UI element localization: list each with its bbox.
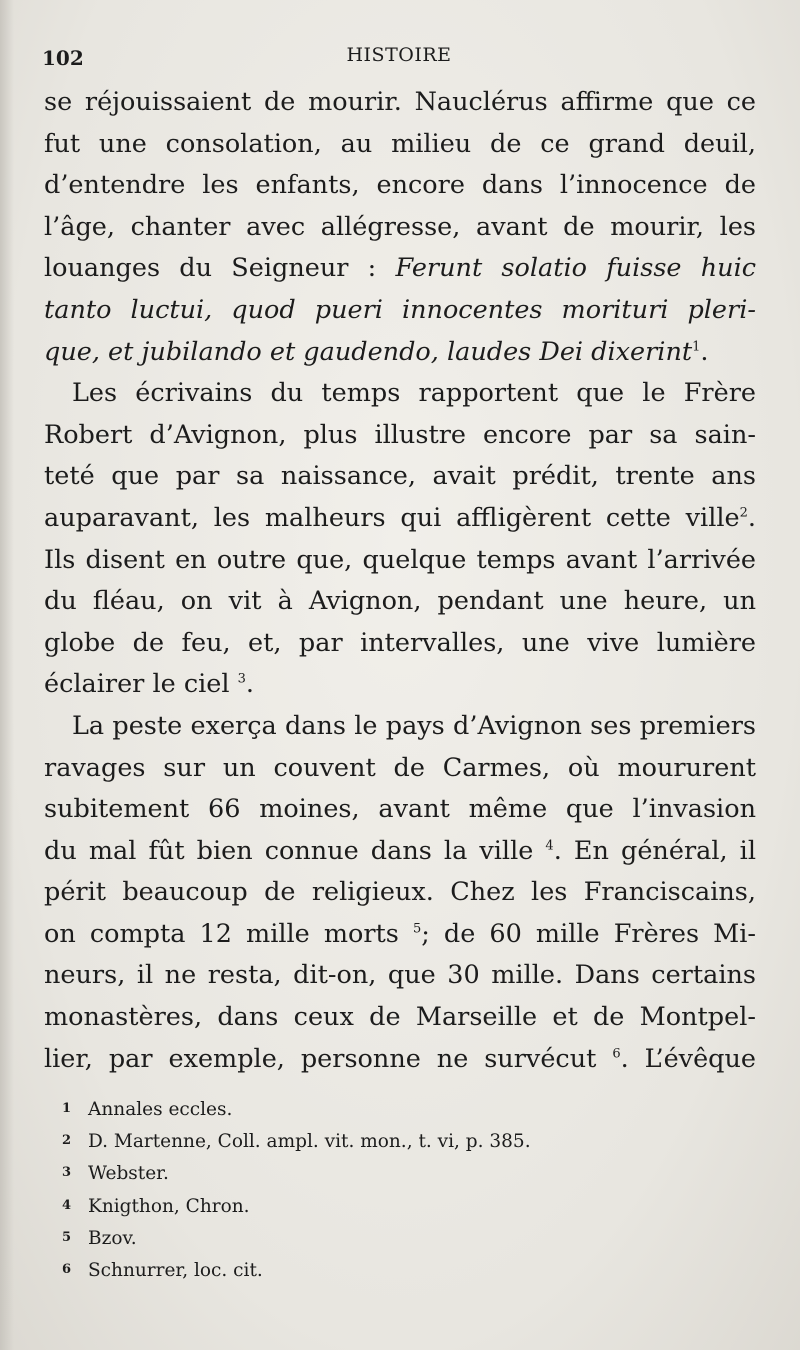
latin-quote: que, et jubilando et gaudendo, laudes Dei dixerint xyxy=(44,336,693,367)
footnote-ref: 1 xyxy=(692,339,701,355)
text-line: l’âge, chanter avec allégresse, avant de mourir, les xyxy=(44,211,756,242)
footnotes xyxy=(62,1095,702,1288)
footnote-item xyxy=(62,1224,702,1256)
text-line xyxy=(44,248,756,290)
text-segment: éclairer le ciel xyxy=(44,669,238,700)
footnote-item xyxy=(62,1256,702,1288)
footnote-mark: 5 xyxy=(62,1229,72,1245)
footnote-item xyxy=(62,1159,702,1191)
text-line xyxy=(44,290,756,332)
footnote-ref: 6 xyxy=(612,1046,621,1062)
text-line xyxy=(44,1039,756,1081)
text-segment: ; de 60 mille Frères Mi- xyxy=(421,918,756,949)
text-line: du fléau, on vit à Avignon, pendant une heure, un xyxy=(44,586,756,617)
footnote-text: Schnurrer, loc. cit. xyxy=(88,1260,263,1282)
text-line: teté que par sa naissance, avait prédit, trente ans xyxy=(44,461,756,492)
text-line: La peste exerça dans le pays d’Avignon ses premiers xyxy=(72,710,756,741)
text-line xyxy=(44,914,756,956)
footnote-item xyxy=(62,1095,702,1127)
text-line: Les écrivains du temps rapportent que le Frère xyxy=(72,378,756,409)
footnote-text: Webster. xyxy=(88,1163,169,1185)
footnote-text: Annales eccles. xyxy=(88,1099,233,1120)
footnote-ref: 5 xyxy=(412,921,422,937)
page-header xyxy=(42,40,756,72)
latin-quote: tanto luctui, quod pueri innocentes morituri pleri- xyxy=(44,294,756,325)
footnote-mark: 3 xyxy=(62,1165,72,1181)
text-line: Robert d’Avignon, plus illustre encore par sa sain- xyxy=(44,419,756,450)
text-line: fut une consolation, au milieu de ce grand deuil, xyxy=(44,128,756,159)
text-segment: auparavant, les malheurs qui affligèrent cette ville xyxy=(44,502,740,533)
text-line: se réjouissaient de mourir. Nauclérus affirme que ce xyxy=(44,87,756,117)
footnote-ref: 2 xyxy=(739,505,748,521)
footnote-text: D. Martenne, Coll. ampl. vit. mon., t. vi, p. 385. xyxy=(88,1131,531,1153)
latin-quote: Ferunt solatio fuisse huic xyxy=(395,253,757,284)
text-line: d’entendre les enfants, encore dans l’innocence de xyxy=(44,170,756,201)
text-line xyxy=(44,498,756,540)
footnote-text: Knigthon, Chron. xyxy=(88,1195,250,1217)
text-segment: . xyxy=(747,502,756,533)
text-segment: lier, par exemple, personne ne survécut xyxy=(44,1043,613,1074)
footnote-mark: 4 xyxy=(62,1197,72,1213)
footnote-mark: 2 xyxy=(62,1133,72,1149)
text-line: ravages sur un couvent de Carmes, où moururent xyxy=(44,752,756,783)
text-line xyxy=(44,831,756,873)
page-number: 102 xyxy=(42,46,84,70)
footnote-text: Bzov. xyxy=(88,1227,137,1249)
text-segment: . xyxy=(245,669,254,700)
text-segment: du mal fût bien connue dans la ville xyxy=(44,835,546,866)
footnote-item xyxy=(62,1192,702,1224)
footnote-ref: 4 xyxy=(545,838,554,854)
text-line: neurs, il ne resta, dit-on, que 30 mille. Dans certains xyxy=(44,960,756,991)
footnote-item xyxy=(62,1127,702,1159)
text-segment: on compta 12 mille morts xyxy=(44,918,413,949)
running-title: HISTOIRE xyxy=(346,44,452,66)
text-segment: . L’évêque xyxy=(620,1043,757,1074)
text-line: monastères, dans ceux de Marseille et de Montpel- xyxy=(44,1002,756,1033)
text-segment: . xyxy=(700,336,709,367)
main-text xyxy=(44,82,756,1080)
text-segment: louanges du Seigneur : xyxy=(44,253,396,284)
text-line: subitement 66 moines, avant même que l’invasion xyxy=(44,794,756,825)
text-line: périt beaucoup de religieux. Chez les Franciscains, xyxy=(44,877,756,908)
text-line xyxy=(44,332,756,374)
text-line: Ils disent en outre que, quelque temps avant l’arrivée xyxy=(44,544,756,575)
text-line: globe de feu, et, par intervalles, une vive lumière xyxy=(44,627,756,658)
text-segment: . En général, il xyxy=(553,835,756,866)
text-line xyxy=(44,664,756,706)
footnote-ref: 3 xyxy=(237,671,246,687)
footnote-mark: 1 xyxy=(62,1101,72,1116)
footnote-mark: 6 xyxy=(62,1262,72,1278)
